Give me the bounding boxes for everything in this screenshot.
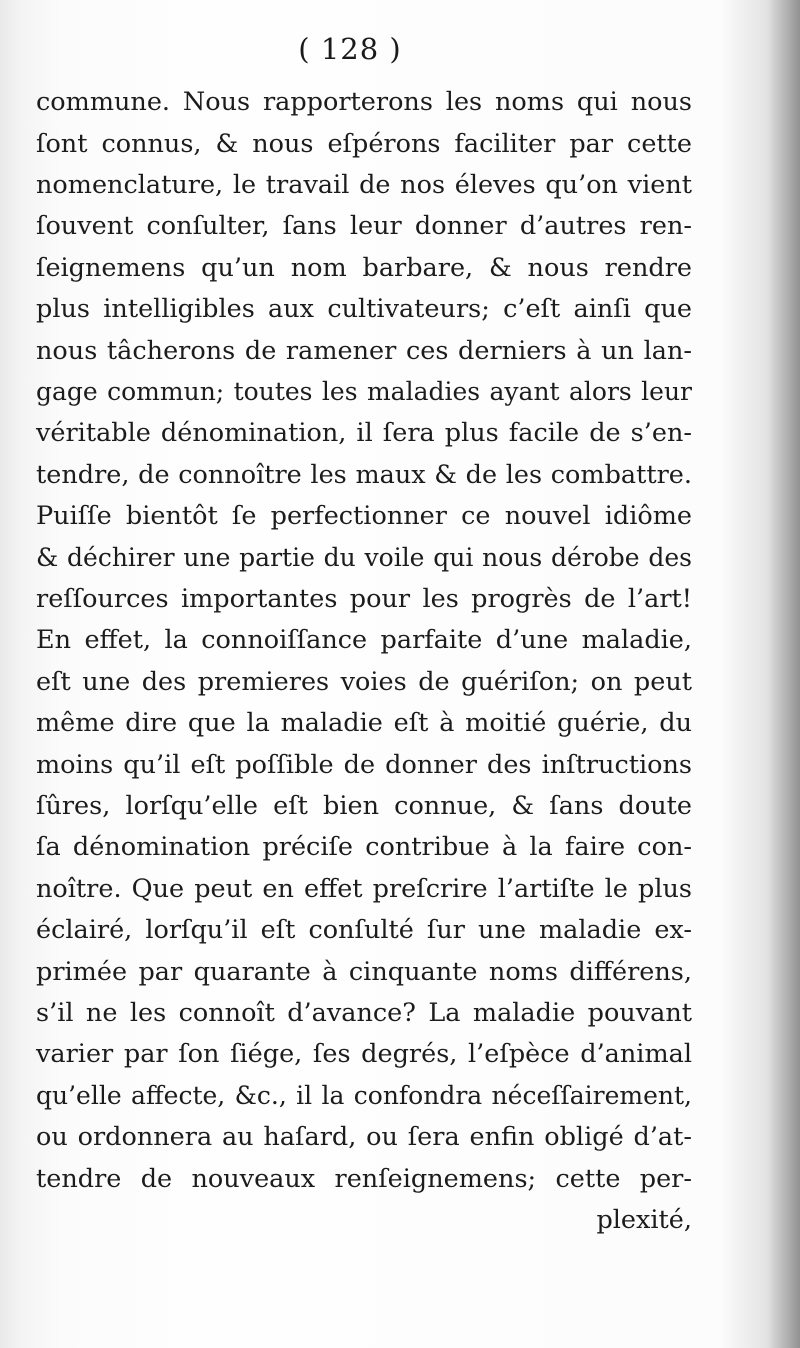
text-line: ſûres, lorſqu’elle eſt bien connue, & ſans doute [36,791,692,821]
text-line: ſeignemens qu’un nom barbare, & nous rendre [36,253,692,283]
text-line: éclairé, lorſqu’il eſt conſulté ſur une maladie ex- [36,915,692,945]
text-line: & déchirer une partie du voile qui nous dérobe des [36,543,692,572]
text-line: ſouvent conſulter, ſans leur donner d’autres ren- [36,211,692,241]
text-line: ſa dénomination préciſe contribue à la faire con- [36,832,692,862]
page-spine-shadow [768,0,800,1348]
text-line: même dire que la maladie eſt à moitié guérie, du [36,708,692,738]
text-line: reſſources importantes pour les progrès de l’art! [36,584,692,614]
text-line: varier par ſon ſiége, ſes degrés, l’eſpèce d’animal [36,1039,692,1069]
text-line: commune. Nous rapporterons les noms qui nous [36,87,692,117]
text-line: ſont connus, & nous eſpérons faciliter par cette [36,129,692,159]
text-line: eſt une des premieres voies de guériſon; on peut [36,667,692,697]
text-line: plexité, [596,1205,692,1235]
text-line: Puiſſe bientôt ſe perfectionner ce nouvel idiôme [36,501,692,531]
text-line: moins qu’il eſt poſſible de donner des inſtructions [36,750,692,780]
page-number: ( 128 ) [298,32,402,66]
text-line: plus intelligibles aux cultivateurs; c’eſt ainſi que [36,294,692,324]
text-line: gage commun; toutes les maladies ayant alors leur [36,377,692,406]
text-line: tendre de nouveaux renſeignemens; cette per- [36,1164,692,1194]
text-line: s’il ne les connoît d’avance? La maladie pouvant [36,998,692,1028]
text-line: noître. Que peut en effet preſcrire l’artiſte le plus [36,874,692,904]
text-line: tendre, de connoître les maux & de les combattre. [36,460,692,490]
text-line: En effet, la connoiſſance parfaite d’une maladie, [36,625,692,655]
text-line: primée par quarante à cinquante noms différens, [36,957,692,987]
text-line: qu’elle affecte, &c., il la confondra néceſſairement, [36,1081,692,1110]
text-line: nomenclature, le travail de nos éleves qu’on vient [36,170,692,200]
text-line: véritable dénomination, il ſera plus facile de s’en- [36,418,692,448]
text-line: ou ordonnera au haſard, ou ſera enfin obligé d’at- [36,1122,692,1152]
text-line: nous tâcherons de ramener ces derniers à un lan- [36,336,692,366]
